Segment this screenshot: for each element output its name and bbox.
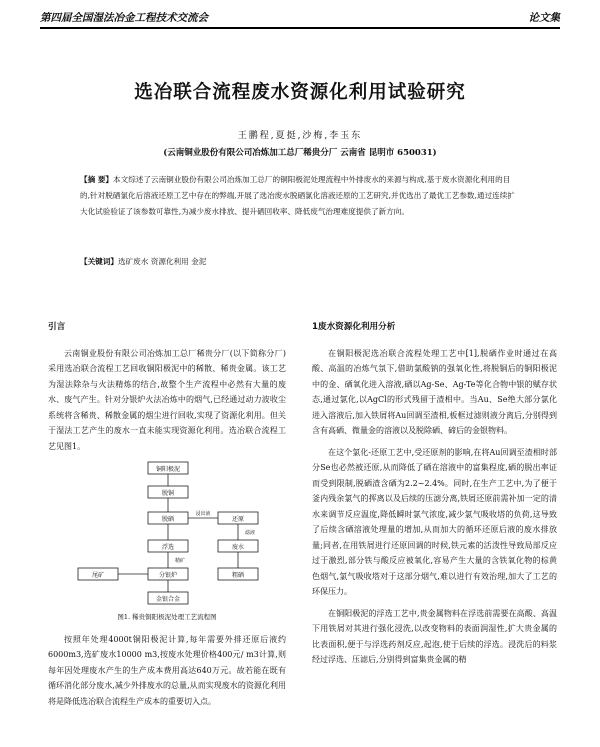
intro-paragraph-1: 云南铜业股份有限公司冶炼加工总厂稀贵分厂(以下简称分厂)采用选冶联合流程工艺回收铜阳极泥中的稀散、稀贵金属。该工艺为湿法除杂与火法精炼的结合,故整个生产流程中必然有大量的废水、废气产生。针对分银炉火法冶炼中的烟气,已经通过动力波收尘系统将含稀贵、稀散金属的烟尘进行回收,实现了资源化利用。但关于湿法工艺产生的废水一直未能实现资源化利用。选冶联合流程工艺见图1。 (48, 348, 286, 451)
edge-concentrate: 精矿 (174, 558, 186, 564)
node-tail: 尾矿 (91, 572, 105, 579)
section-1-paragraph-3: 在铜阳极泥的浮选工艺中,贵金属物料在浮选前需要在高酸、高温下用铁屑对其进行强化浸洗,以改变物料的表面润湿性,扩大贵金属的比表面积,便于与浮选药剂反应,起泡,使于后续的浮选。浸洗后的料浆经过浮选、压滤后,分别得到富集贵金属的精 (312, 608, 557, 664)
authors: 王鹏程,夏挺,沙梅,李玉东 (237, 131, 363, 141)
left-column (48, 300, 286, 715)
section-1-paragraph-1: 在铜阳极泥选冶联合流程处理工艺中[1],脱硒作业时通过在高酸、高温的冶炼气氛下,借助氯酸钠的强氧化性,将脱铜后的铜阳极泥中的金、硒氧化进入溶液,硒以Ag-Se、Ag-Te等化合物中银的赋存状态,通过氯化,以AgCl的形式残留于渣相中。当Au、Se绝大部分氯化进入溶液后,加入铁屑将Au回调至渣相,板框过滤则液分离后,分别得到含有高硒、微量金的溶液以及脱除硒、碲后的金银物料。 (312, 348, 557, 435)
keywords (80, 256, 520, 267)
header-right: 论文集 (528, 12, 560, 24)
node-decu: 脱铜 (161, 490, 175, 497)
header-left: 第四届全国湿法冶金工程技术交流会 (40, 12, 208, 24)
abstract (80, 172, 520, 220)
abstract-text: 本文综述了云南铜业股份有限公司冶炼加工总厂的铜阳极泥处理流程中外排废水的来源与构成,基于废水资源化利用的目的,针对脱硒氯化后溶液还原工艺中存在的弊端,开展了选冶废水脱硒氯化溶液还原的工艺研究,并优选出了最优工艺参数,通过连续扩大化试验验证了该参数可靠性,为减少废水排放、提升硒回收率、降低废气治理难度提供了新方向。 (80, 175, 515, 216)
node-smelt: 分银炉 (158, 572, 178, 579)
paper-title: 选冶联合流程废水资源化利用试验研究 (134, 82, 466, 103)
section-1-paragraph-2: 在这个氯化-还原工艺中,受还原剂的影响,在将Au回调至渣相时部分Se也必然被还原,从而降低了硒在溶液中的富集程度,硒的脱出率证而受到限制,脱硒渣含硒为2.2~2.4%。同时,在生产工艺中,为了便于釜内残余氯气的挥离以及后续的压滤分离,铁屑还原前需补加一定的清水来调节反应温度,降低瞬时氯气浓度,减少氯气吸收塔的负荷,这导致了后续含硒溶液处理量的增加,从而加大的循环还原后液的废水排放量;同者,在用铁屑进行还原回调的时候,铁元素的活泼性导致局部反应过于激烈,部分铁与酸反应被氧化,容易产生大量的含铁氧化物的棕黄色烟气,氯气吸收塔对于这部分烟气,难以进行有效治理,加大了工艺的环保压力。 (312, 447, 557, 596)
right-column (312, 300, 557, 674)
section-1-heading: 1废水资源化利用分析 (312, 322, 396, 332)
intro-heading: 引言 (48, 322, 66, 332)
flowchart-svg (68, 460, 268, 608)
keywords-label: 【关键词】 (80, 257, 118, 266)
node-raw: 铜阳极泥 (155, 466, 181, 473)
node-se: 粗硒 (231, 572, 245, 579)
node-water: 废水 (231, 544, 245, 551)
abstract-label: 【摘 要】 (80, 175, 114, 184)
keywords-text: 选矿废水 资源化利用 金泥 (117, 257, 207, 266)
node-dese: 脱硒 (161, 516, 175, 523)
node-reduce: 还原 (231, 516, 245, 523)
intro-paragraph-2: 按照年处理4000t铜阳极泥计算,每年需要外排还原后液约6000m3,选矿废水10000 m3,按废水处理价格400元/ m3计算,则每年因处理废水产生的生产成本费用高达640万元。故若能在既有循环消化部分废水,减少外排废水的总量,从而实现废水的资源化利用将是降低选冶联合流程生产成本的重要切入点。 (48, 634, 286, 706)
figure-caption: 图1. 稀贵铜阳极泥处理工艺流程图 (117, 613, 217, 621)
edge-filtrate: 滤液 (244, 530, 256, 536)
header-rule (40, 27, 560, 29)
node-gold: 金银合金 (155, 596, 181, 603)
edge-leach: 浸出液 (195, 511, 211, 517)
flowchart-figure (48, 460, 286, 608)
node-float: 浮选 (161, 544, 175, 551)
affiliation: (云南铜业股份有限公司冶炼加工总厂稀贵分厂 云南省 昆明市 650031) (163, 148, 437, 158)
